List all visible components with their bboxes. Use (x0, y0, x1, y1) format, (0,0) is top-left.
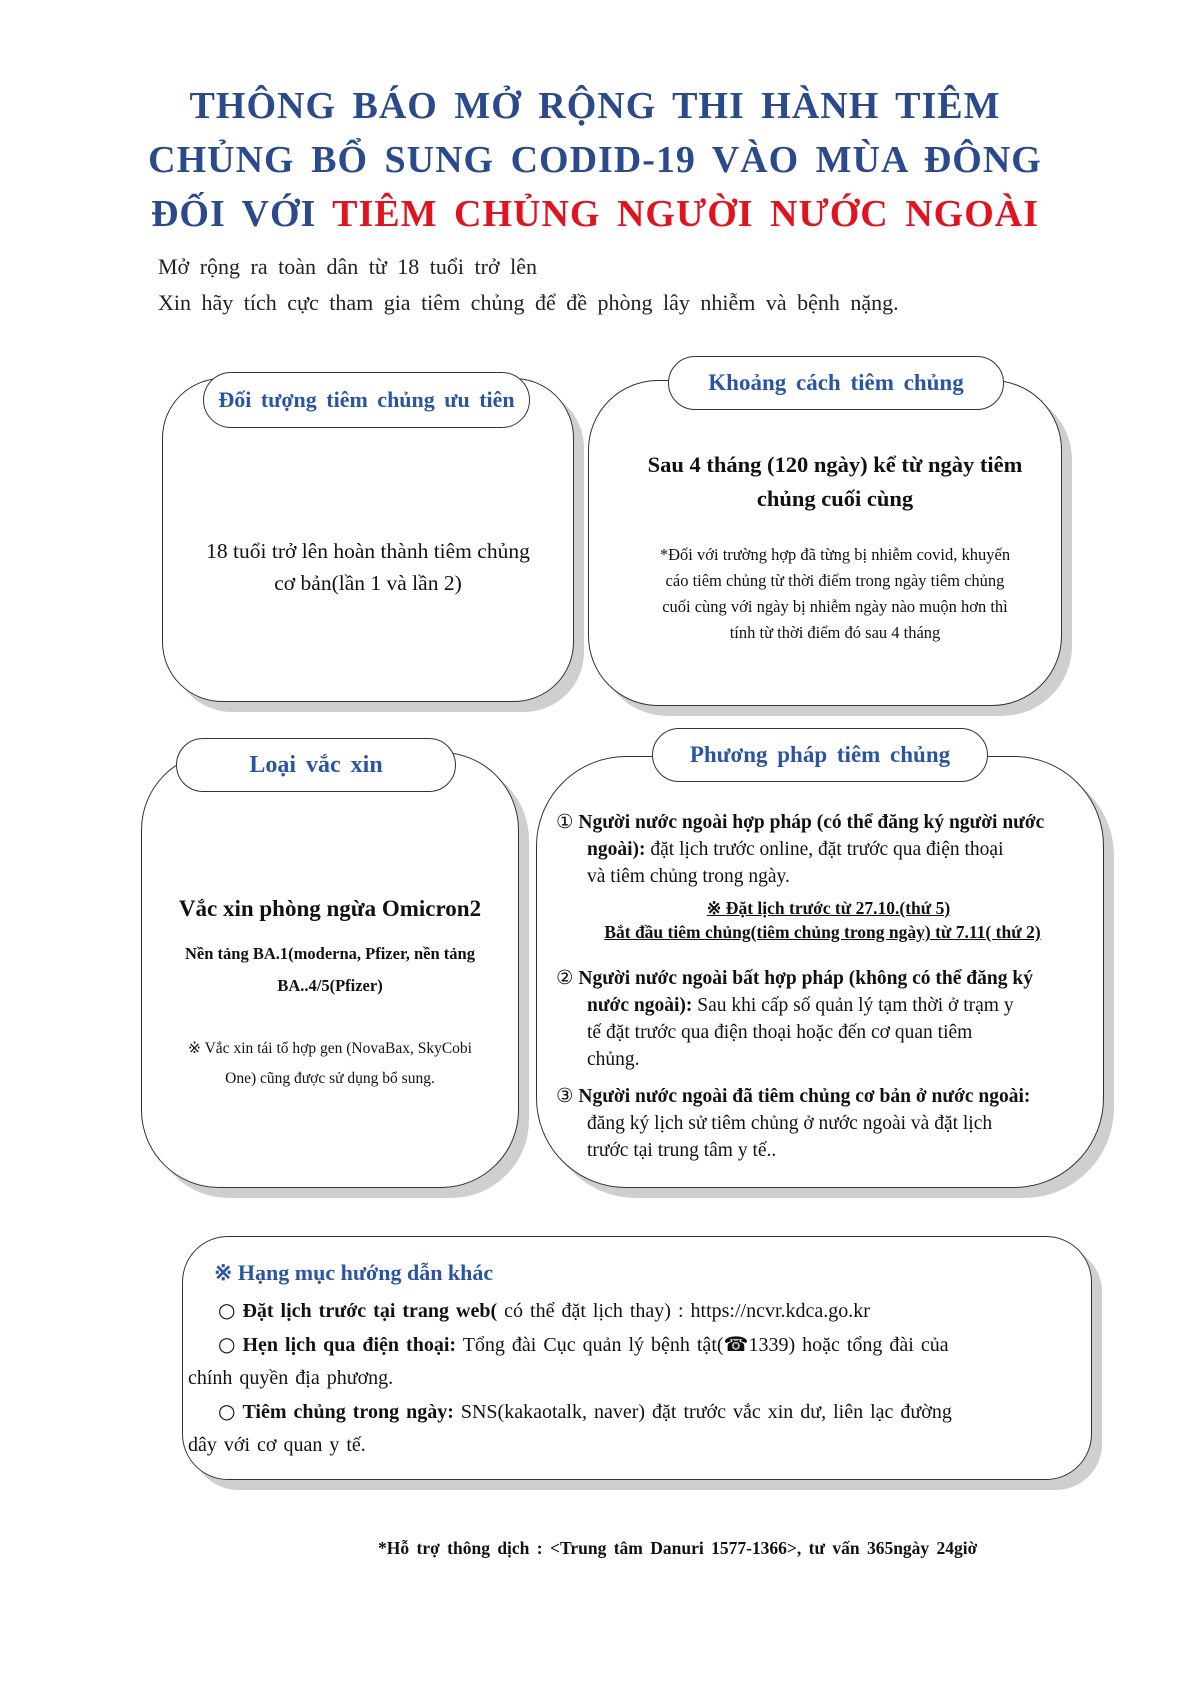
method-item-2-text-3: tế đặt trước qua điện thoại hoặc đến cơ quan tiêm (587, 1022, 973, 1043)
method-item-3-marker: ③ (556, 1084, 574, 1107)
other-item-2-text: Tổng đài Cục quản lý bệnh tật(☎1339) hoặc tổng đài của (456, 1334, 949, 1356)
priority-text (162, 535, 574, 599)
interval-main-line-1: Sau 4 tháng (120 ngày) kể từ ngày tiêm (647, 452, 1023, 477)
method-item-3 (556, 1082, 1101, 1164)
vaccine-note-line-2: One) cũng được sử dụng bổ sung. (225, 1070, 435, 1087)
other-item-1 (188, 1294, 1086, 1328)
other-item-3-label: Tiêm chủng trong ngày: (242, 1401, 454, 1423)
vaccine-platform-line-2: BA..4/5(Pfizer) (277, 976, 383, 995)
interval-main (600, 448, 1070, 516)
method-item-1-marker: ① (556, 810, 574, 833)
method-item-1-text-3: và tiêm chủng trong ngày. (587, 866, 790, 887)
method-item-1 (556, 808, 1101, 890)
method-item-2-bold-2: nước ngoài): (587, 995, 693, 1016)
method-item-1-bold-2: ngoài): (587, 839, 646, 860)
method-item-2 (556, 964, 1101, 1073)
method-schedule-1: ※ Đặt lịch trước từ 27.10.(thứ 5) (706, 898, 951, 918)
other-item-2-cont: chính quyền địa phương. (188, 1367, 394, 1389)
title-line-3 (120, 192, 1070, 236)
title-line-1: THÔNG BÁO MỞ RỘNG THI HÀNH TIÊM (189, 85, 1001, 127)
vaccine-note-line-1: ※ Vắc xin tái tổ hợp gen (NovaBax, SkyCobi (188, 1040, 472, 1057)
vaccine-tab: Loại vắc xin (176, 738, 456, 792)
other-item-2 (188, 1328, 1086, 1395)
interval-main-line-2: chủng cuối cùng (756, 486, 914, 511)
other-item-3-text: SNS(kakaotalk, naver) đặt trước vắc xin dư, liên lạc đường (453, 1401, 952, 1423)
method-item-2-bold: Người nước ngoài bất hợp pháp (không có thể đăng ký (578, 968, 1033, 989)
vaccine-main: Vắc xin phòng ngừa Omicron2 (178, 896, 482, 921)
method-tab: Phương pháp tiêm chủng (652, 728, 988, 782)
interval-note-line-2: cáo tiêm chủng từ thời điểm trong ngày tiêm chủng (665, 571, 1005, 590)
method-schedule-2: Bắt đầu tiêm chủng(tiêm chủng trong ngày) từ 7.11( thứ 2) (604, 922, 1041, 942)
intro-line-1: Mở rộng ra toàn dân từ 18 tuổi trở lên (158, 254, 537, 279)
priority-tab: Đối tượng tiêm chủng ưu tiên (203, 372, 530, 428)
interval-note-line-1: *Đối với trường hợp đã từng bị nhiễm covid, khuyến (659, 545, 1011, 564)
title-line-2: CHỦNG BỔ SUNG CODID-19 VÀO MÙA ĐÔNG (148, 139, 1042, 181)
other-item-3 (188, 1395, 1086, 1462)
vaccine-platform-line-1: Nền tảng BA.1(moderna, Pfizer, nền tảng (185, 944, 475, 963)
vaccine-platform (141, 938, 519, 1002)
method-item-2-text-4: chủng. (587, 1049, 640, 1070)
interval-note (600, 542, 1070, 646)
other-item-3-cont: dây với cơ quan y tế. (188, 1434, 366, 1456)
priority-line-2: cơ bản(lần 1 và lần 2) (274, 571, 462, 595)
method-item-1-bold: Người nước ngoài hợp pháp (có thể đăng ký người nước (578, 812, 1045, 833)
other-list (188, 1294, 1086, 1462)
method-item-3-text-3: trước tại trung tâm y tế.. (587, 1140, 777, 1161)
interval-note-line-4: tính từ thời điểm đó sau 4 tháng (729, 623, 941, 642)
interval-tab: Khoảng cách tiêm chủng (668, 356, 1004, 410)
other-item-2-bullet: ○ (218, 1332, 236, 1356)
intro-line-2: Xin hãy tích cực tham gia tiêm chủng để đề phòng lây nhiễm và bệnh nặng. (158, 290, 899, 315)
priority-line-1: 18 tuổi trở lên hoàn thành tiêm chủng (206, 539, 530, 563)
other-item-1-bullet: ○ (218, 1298, 236, 1322)
vaccine-note (141, 1034, 519, 1094)
other-item-1-label: Đặt lịch trước tại trang web( (242, 1300, 498, 1322)
footer-note: *Hỗ trợ thông dịch : <Trung tâm Danuri 1577-1366>, tư vấn 365ngày 24giờ (378, 1538, 978, 1558)
other-item-3-bullet: ○ (218, 1399, 236, 1423)
method-item-2-marker: ② (556, 966, 574, 989)
other-item-2-label: Hẹn lịch qua điện thoại: (242, 1334, 457, 1356)
other-item-1-text: có thể đặt lịch thay) : https://ncvr.kdca.go.kr (497, 1300, 870, 1322)
method-item-1-text-2: đặt lịch trước online, đặt trước qua điện thoại (645, 839, 1004, 860)
method-item-3-text-2: đăng ký lịch sử tiêm chủng ở nước ngoài và đặt lịch (587, 1113, 993, 1134)
title-highlight: TIÊM CHỦNG NGƯỜI NƯỚC NGOÀI (332, 193, 1040, 235)
title-prefix: ĐỐI VỚI (150, 193, 317, 235)
other-heading: ※ Hạng mục hướng dẫn khác (214, 1260, 494, 1285)
method-item-2-text-2: Sau khi cấp số quản lý tạm thời ở trạm y (692, 995, 1014, 1016)
method-item-3-bold: Người nước ngoài đã tiêm chủng cơ bản ở nước ngoài: (578, 1086, 1031, 1107)
interval-note-line-3: cuối cùng với ngày bị nhiễm ngày nào muộn hơn thì (662, 597, 1008, 616)
